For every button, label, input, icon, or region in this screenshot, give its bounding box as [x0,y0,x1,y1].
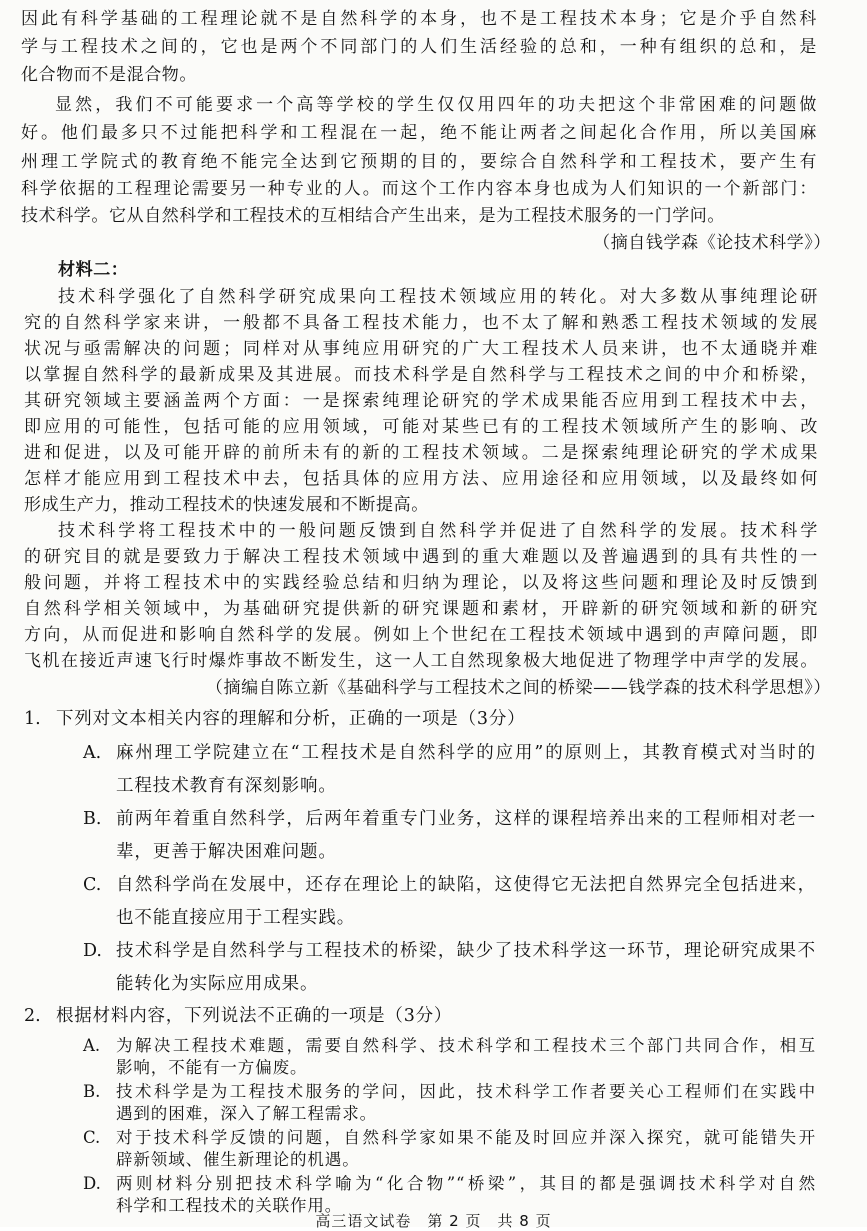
option-text: 遇到的困难，深入了解工程需求。 [116,1104,377,1123]
option-text: 为解决工程技术难题，需要自然科学、技术科学和工程技术三个部门共同合作，相互 [116,1036,816,1055]
section-heading: 材料二： [58,260,129,280]
paragraph-line: 技术科学将工程技术中的一般问题反馈到自然科学并促进了自然科学的发展。技术科学 [58,521,818,541]
option-text: 技术科学是为工程技术服务的学问，因此，技术科学工作者要关心工程师们在实践中 [116,1082,816,1101]
option-text: 对于技术科学反馈的问题，自然科学家如果不能及时回应并深入探究，就可能错失开 [116,1128,816,1147]
option-label: A. [83,1036,101,1055]
option-text: 辈，更善于解决困难问题。 [116,842,337,862]
option-text: 科学和工程技术的关联作用。 [116,1196,343,1215]
option-text: 两则材料分别把技术科学喻为“化合物”“桥梁”，其目的都是强调技术科学对自然 [116,1174,816,1193]
paragraph-line: 即应用的可能性，包括可能的应用领域，可能对某些已有的工程技术领域所产生的影响、改 [24,417,818,437]
option-text: 自然科学尚在发展中，还存在理论上的缺陷，这使得它无法把自然界完全包括进来， [116,875,816,895]
paragraph-line: 方向，从而促进和影响自然科学的发展。例如上个世纪在工程技术领域中遇到的声障问题，即 [24,625,818,645]
option-text: 辟新领域、催生新理论的机遇。 [116,1150,360,1169]
paragraph-line: 进和促进，以及可能开辟的前所未有的新的工程技术领域。二是探索纯理论研究的学术成果 [24,443,818,463]
option-text: 工程技术教育有深刻影响。 [116,776,337,796]
paragraph-line: 的研究目的就是要致力于解决工程技术领域中遇到的重大难题以及普遍遇到的具有共性的一 [24,547,818,567]
option-label: C. [83,875,102,895]
paragraph-line: 科学依据的工程理论需要另一种专业的人。而这个工作内容本身也成为人们知识的一个新部门： [21,179,817,199]
option-label: C. [83,1128,101,1147]
option-text: 影响，不能有一方偏废。 [116,1058,308,1077]
option-label: B. [83,1082,101,1101]
question-number: 2. [24,1006,41,1026]
paragraph-line: 化合物而不是混合物。 [21,65,197,85]
option-text: 也不能直接应用于工程实践。 [116,908,356,928]
paragraph-line: 怎样才能应用到工程技术中去，包括具体的应用方法、应用途径和应用领域，以及最终如何 [24,469,818,489]
option-text: 麻州理工学院建立在“工程技术是自然科学的应用”的原则上，其教育模式对当时的 [116,743,816,763]
option-label: B. [83,809,102,829]
question-stem: 根据材料内容，下列说法不正确的一项是（3分） [56,1006,453,1026]
page-footer: 高三语文试卷 第 2 页 共 8 页 [315,1212,552,1230]
question-number: 1. [24,709,41,729]
paragraph-line: 好。他们最多只不过能把科学和工程混在一起，绝不能让两者之间起化合作用，所以美国麻 [21,123,817,143]
paragraph-line: 飞机在接近声速飞行时爆炸事故不断发生，这一人工自然现象极大地促进了物理学中声学的发展。 [24,651,818,671]
paragraph-line: 究的自然科学家来讲，一般都不具备工程技术能力，也不太了解和熟悉工程技术领域的发展 [24,313,818,333]
paragraph-line: 其研究领域主要涵盖两个方面：一是探索纯理论研究的学术成果能否应用到工程技术中去， [24,391,818,411]
paragraph-line: 因此有科学基础的工程理论就不是自然科学的本身，也不是工程技术本身；它是介乎自然科 [21,9,817,29]
option-label: D. [83,941,102,961]
option-label: D. [83,1174,101,1193]
option-text: 前两年着重自然科学，后两年着重专门业务，这样的课程培养出来的工程师相对老一 [116,809,816,829]
paragraph-line: 显然，我们不可能要求一个高等学校的学生仅仅用四年的功夫把这个非常困难的问题做 [55,95,817,115]
paragraph-line: 自然科学相关领域中，为基础研究提供新的研究课题和素材，开辟新的研究领域和新的研究 [24,599,818,619]
question-stem: 下列对文本相关内容的理解和分析，正确的一项是（3分） [56,709,526,729]
option-label: A. [83,743,102,763]
paragraph-line: 州理工学院式的教育绝不能完全达到它预期的目的，要综合自然科学和工程技术，要产生有 [21,152,817,172]
option-text: 技术科学是自然科学与工程技术的桥梁，缺少了技术科学这一环节，理论研究成果不 [116,941,816,961]
paragraph-line: 技术科学强化了自然科学研究成果向工程技术领域应用的转化。对大多数从事纯理论研 [58,287,818,307]
paragraph-line: 般问题，并将工程技术中的实践经验总结和归纳为理论，以及将这些问题和理论及时反馈到 [24,573,818,593]
source-citation: （摘自钱学森《论技术科学》） [593,233,831,253]
source-citation: （摘编自陈立新《基础科学与工程技术之间的桥梁——钱学森的技术科学思想》） [205,678,831,698]
paragraph-line: 以掌握自然科学的最新成果及其进展。而技术科学是自然科学与工程技术之间的中介和桥梁， [24,365,818,385]
paragraph-line: 技术科学。它从自然科学和工程技术的互相结合产生出来，是为工程技术服务的一门学问。 [21,206,725,226]
paragraph-line: 学与工程技术之间的，它也是两个不同部门的人们生活经验的总和，一种有组织的总和，是 [21,37,817,57]
option-text: 能转化为实际应用成果。 [116,974,319,994]
paragraph-line: 形成生产力，推动工程技术的快速发展和不断提高。 [24,495,429,515]
paragraph-line: 状况与亟需解决的问题；同样对从事纯应用研究的广大工程技术人员来讲，也不太通晓并难 [24,339,818,359]
